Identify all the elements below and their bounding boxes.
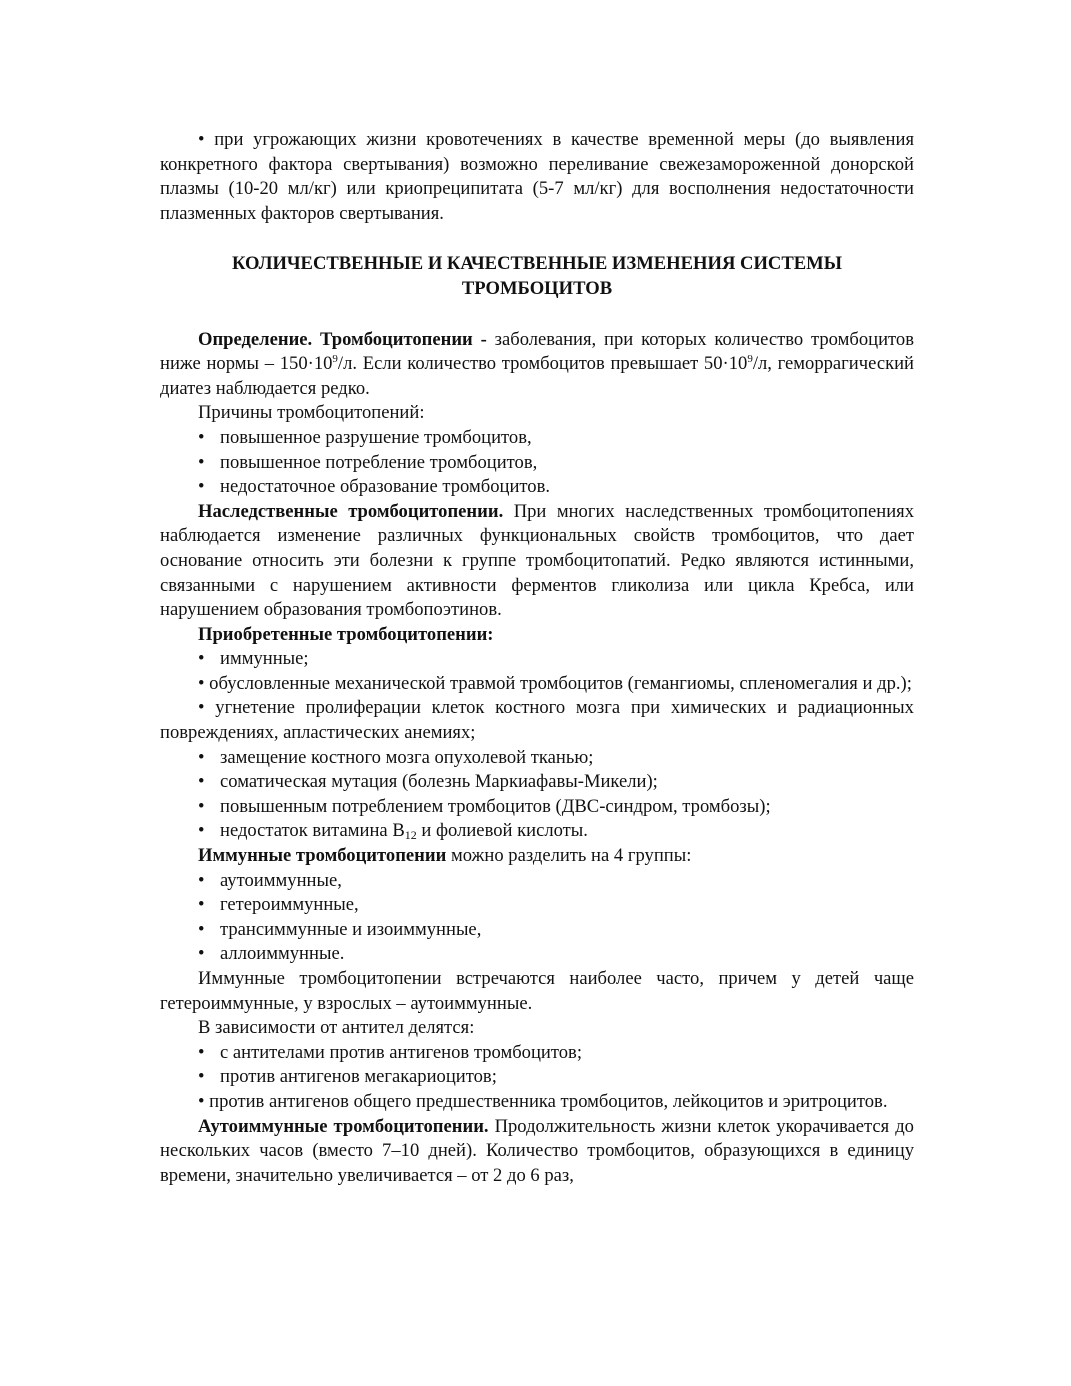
list-item: • замещение костного мозга опухолевой тканью; — [198, 746, 914, 771]
acquired-title: Приобретенные тромбоцитопении: — [198, 623, 494, 645]
list-item: • соматическая мутация (болезнь Маркиафавы-Микели); — [198, 770, 914, 795]
list-item: • повышенным потреблением тромбоцитов (ДВС-синдром, тромбозы); — [198, 795, 914, 820]
list-item: • против антигенов мегакариоцитов; — [198, 1065, 914, 1090]
section-heading-line2: ТРОМБОЦИТОВ — [461, 277, 613, 299]
antibodies-title: В зависимости от антител делятся: — [198, 1017, 475, 1039]
intro-bullet-paragraph: • при угрожающих жизни кровотечениях в качестве временной меры (до выявления конкретного фактора свертывания) возможно переливание свежезамороженной донорской плазмы (10-20 мл/кг) или криопреципитата (5-7 мл/кг) для восполнения недостаточности плазменных факторов свертывания. — [160, 128, 914, 226]
definition-paragraph: Определение. Тромбоцитопении - заболевания, при которых количество тромбоцитов ниже нормы – $150\cdot 10^9/л$. Если количество тромбоцитов превышает $50\cdot 10^9/л$, геморрагический диатез наблюдается редко. — [160, 328, 915, 399]
list-item: • угнетение пролиферации клеток костного мозга при химических и радиационных повреждениях, апластических анемиях; — [160, 696, 914, 745]
list-item: • с антителами против антигенов тромбоцитов; — [198, 1041, 914, 1066]
list-item: • недостаток витамина $B_{12}$ и фолиевой кислоты. — [198, 819, 914, 844]
list-item: • повышенное потребление тромбоцитов, — [198, 451, 914, 476]
list-item: • гетероиммунные, — [198, 893, 914, 918]
causes-title: Причины тромбоцитопений: — [198, 402, 425, 424]
section-heading-line1: КОЛИЧЕСТВЕННЫЕ И КАЧЕСТВЕННЫЕ ИЗМЕНЕНИЯ СИСТЕМЫ — [232, 253, 842, 275]
list-item: • повышенное разрушение тромбоцитов, — [198, 426, 914, 451]
autoimmune-label: Аутоиммунные тромбоцитопении. — [198, 1115, 489, 1137]
hereditary-label: Наследственные тромбоцитопении. — [198, 500, 504, 522]
list-item: • аллоиммунные. — [198, 942, 914, 967]
list-item: • аутоиммунные, — [198, 869, 914, 894]
list-item: • иммунные; — [198, 647, 914, 672]
immune-note-paragraph: Иммунные тромбоцитопении встречаются наиболее часто, причем у детей чаще гетероиммунные, у взрослых – аутоиммунные. — [160, 968, 914, 1014]
document-page — [160, 128, 914, 1188]
immune-paragraph: Иммунные тромбоцитопении можно разделить на 4 группы: — [198, 845, 692, 867]
list-item: • недостаточное образование тромбоцитов. — [198, 475, 914, 500]
autoimmune-paragraph: Аутоиммунные тромбоцитопении. Продолжительность жизни клеток укорачивается до нескольких часов (вместо 7–10 дней). Количество тромбоцитов, образующихся в единицу времени, значительно увеличивается – от 2 до 6 раз, — [160, 1115, 914, 1186]
definition-label: Определение. Тромбоцитопении - — [198, 328, 487, 350]
list-item: • обусловленные механической травмой тромбоцитов (гемангиомы, спленомегалия и др.); — [160, 672, 914, 697]
list-item: • трансиммунные и изоиммунные, — [198, 918, 914, 943]
immune-label: Иммунные тромбоцитопении — [198, 845, 447, 867]
hereditary-paragraph: Наследственные тромбоцитопении. При многих наследственных тромбоцитопениях наблюдается изменение различных функциональных свойств тромбоцитов, что дает основание относить эти болезни к группе тромбоцитопатий. Редко являются истинными, связанными с нарушением активности ферментов гликолиза или цикла Кребса, или нарушением образования тромбопоэтинов. — [160, 500, 914, 621]
section-heading — [160, 252, 914, 301]
list-item: • против антигенов общего предшественника тромбоцитов, лейкоцитов и эритроцитов. — [160, 1090, 914, 1115]
